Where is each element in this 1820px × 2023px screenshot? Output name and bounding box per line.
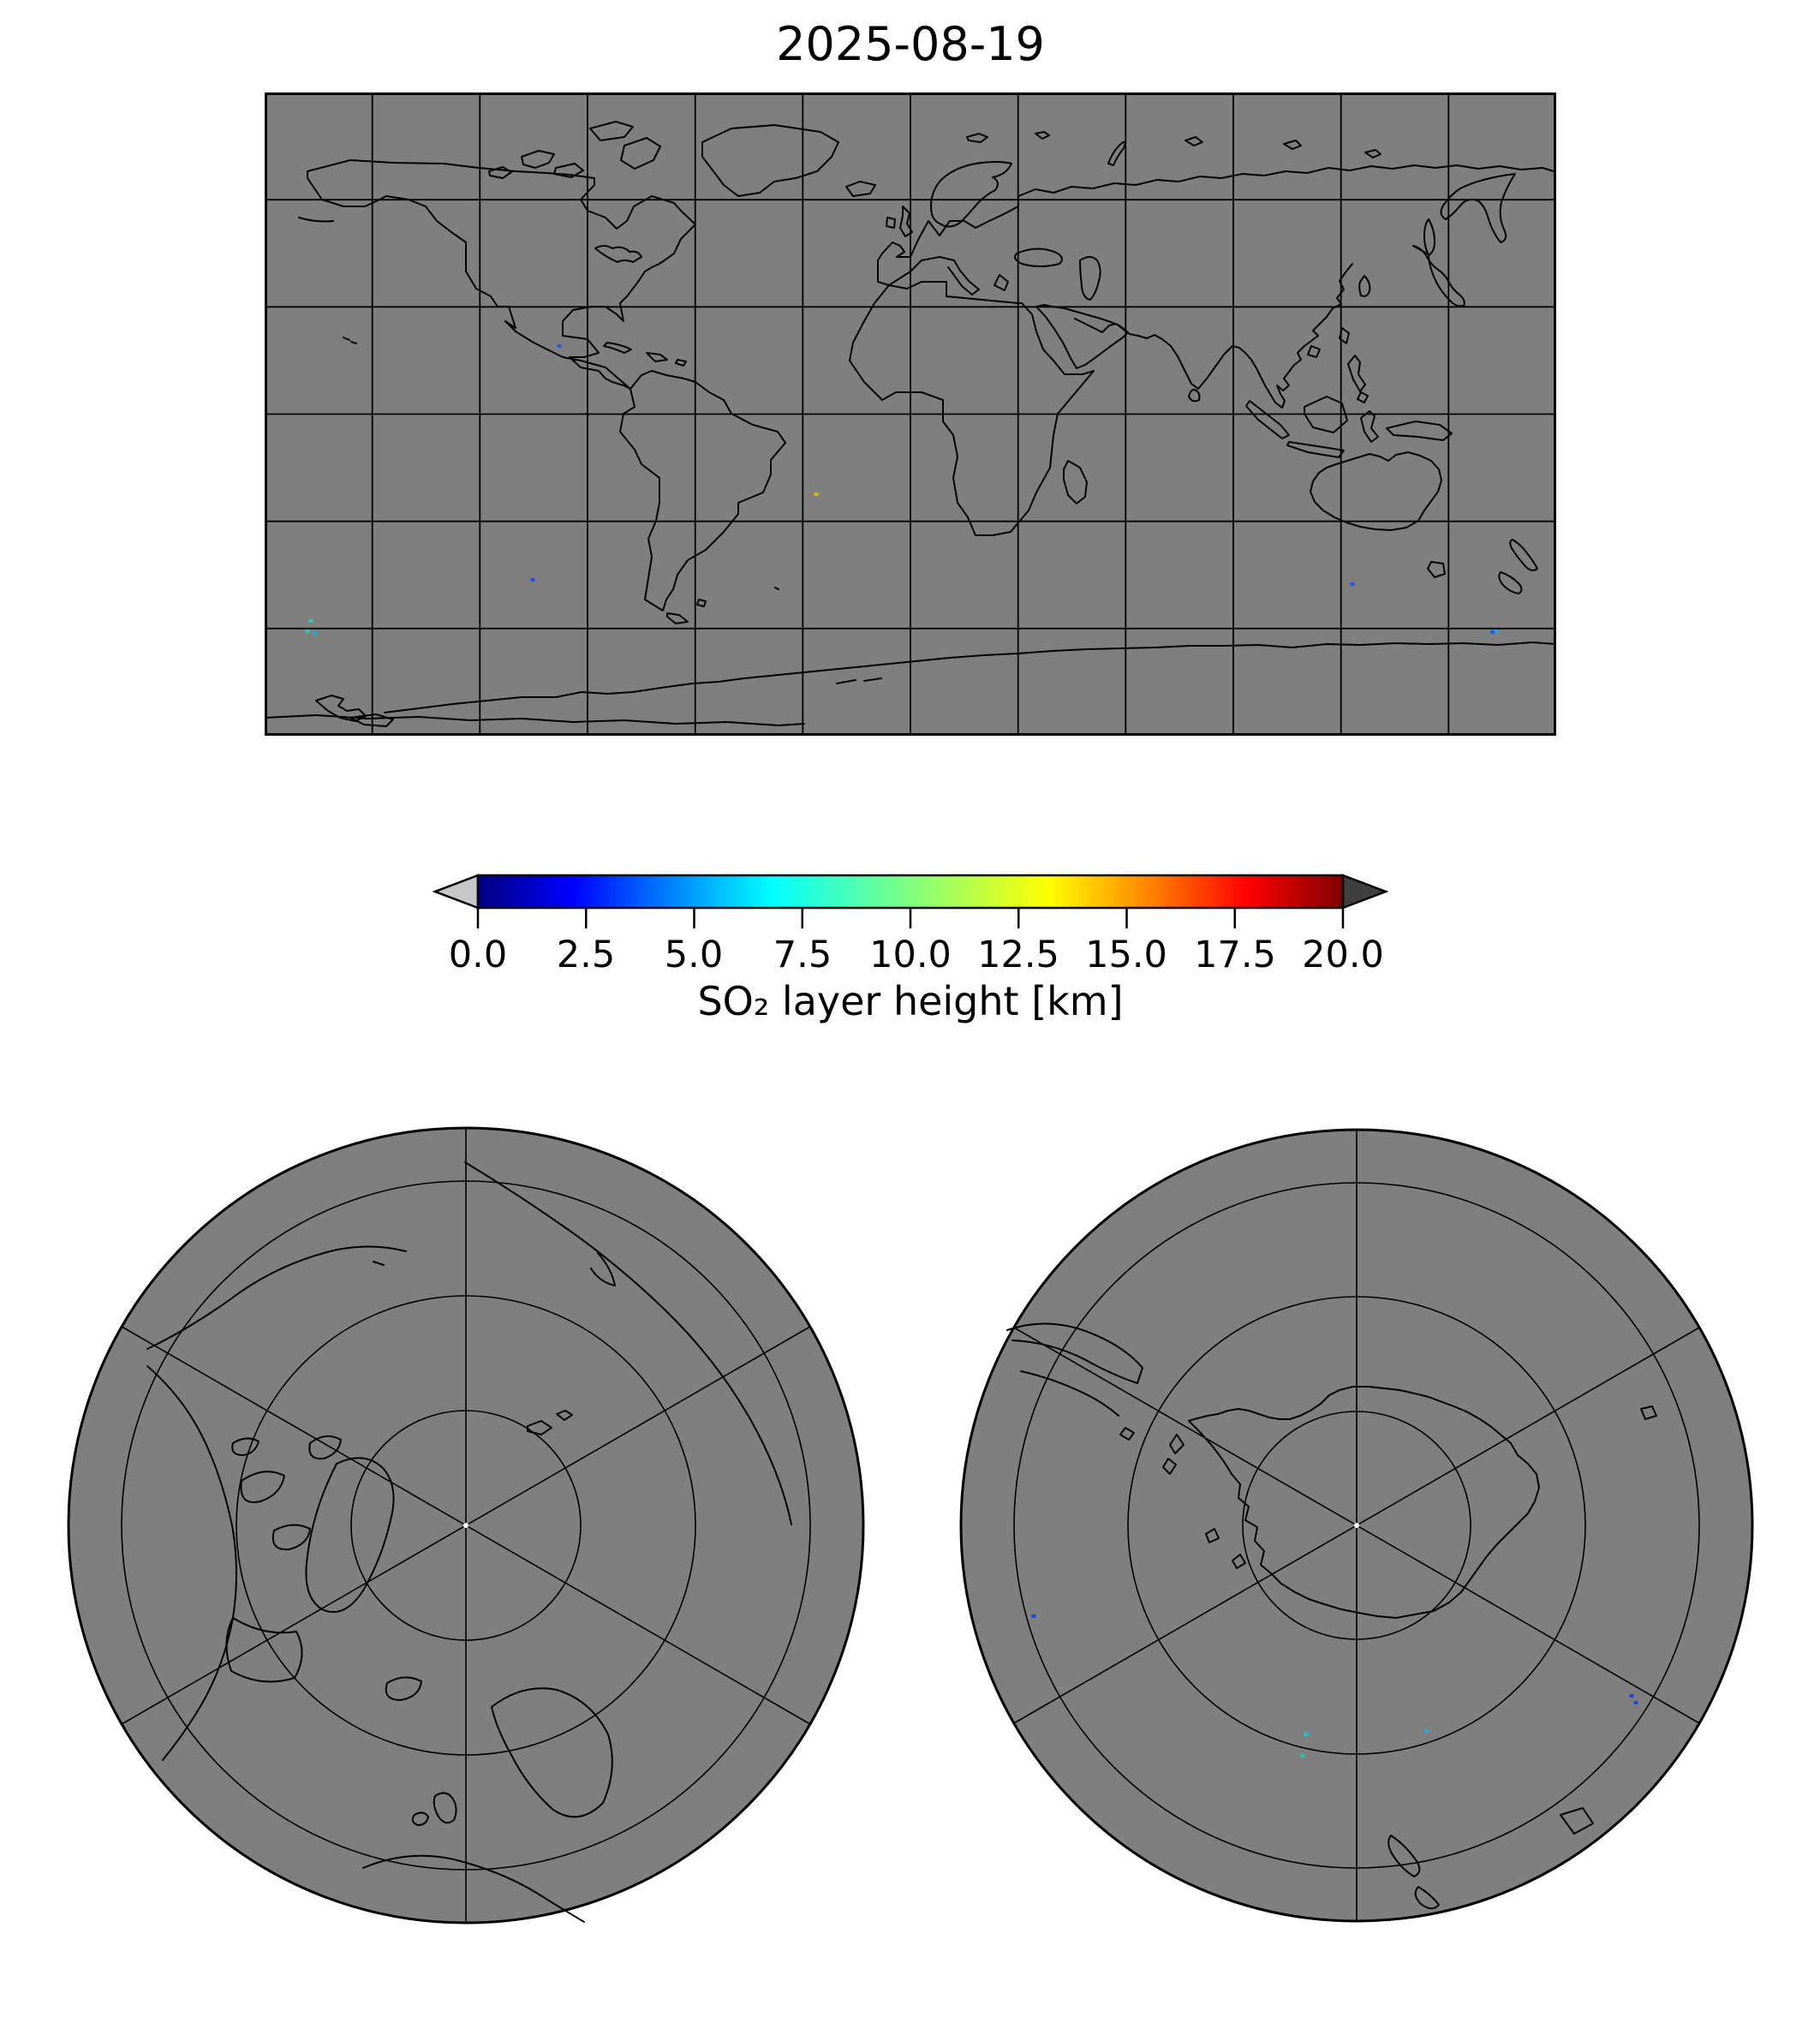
so2-data-point bbox=[1495, 630, 1499, 633]
colorbar-tick-label: 2.5 bbox=[556, 934, 616, 976]
world-data-points-layer bbox=[265, 92, 1556, 736]
colorbar-tick-label: 20.0 bbox=[1302, 934, 1384, 976]
colorbar-tick-label: 5.0 bbox=[664, 934, 724, 976]
colorbar-tick-label: 12.5 bbox=[977, 934, 1059, 976]
so2-data-point bbox=[313, 631, 318, 635]
so2-data-point bbox=[1032, 1614, 1036, 1618]
colorbar-tick-label: 10.0 bbox=[869, 934, 952, 976]
colorbar-label: SO₂ layer height [km] bbox=[697, 978, 1124, 1024]
colorbar-under-arrow bbox=[435, 875, 478, 908]
north-polar-panel bbox=[65, 1125, 867, 1926]
north-polar-data-points-layer bbox=[65, 1125, 867, 1926]
so2-data-point bbox=[306, 630, 310, 633]
south-polar-panel bbox=[958, 1126, 1756, 1925]
so2-data-point bbox=[1351, 582, 1355, 586]
figure-title: 2025-08-19 bbox=[776, 17, 1045, 71]
world-map-panel bbox=[265, 92, 1556, 736]
so2-data-point bbox=[531, 578, 535, 582]
so2-data-point bbox=[1304, 1733, 1309, 1736]
colorbar-tick-marks bbox=[478, 908, 1343, 928]
so2-data-point bbox=[309, 619, 313, 623]
colorbar-tick-label: 0.0 bbox=[448, 934, 508, 976]
so2-data-point bbox=[558, 344, 562, 348]
colorbar-over-arrow bbox=[1343, 875, 1386, 908]
so2-data-point bbox=[815, 492, 819, 496]
so2-data-point bbox=[1634, 1701, 1638, 1704]
so2-data-point bbox=[1301, 1754, 1305, 1757]
colorbar-gradient bbox=[478, 875, 1343, 908]
so2-data-point bbox=[1630, 1694, 1634, 1698]
south-polar-data-points-layer bbox=[958, 1126, 1756, 1925]
colorbar-tick-label: 17.5 bbox=[1194, 934, 1276, 976]
colorbar bbox=[432, 874, 1389, 985]
colorbar-tick-label: 15.0 bbox=[1085, 934, 1167, 976]
so2-data-point bbox=[1425, 1729, 1429, 1733]
colorbar-svg bbox=[432, 874, 1389, 930]
colorbar-tick-label: 7.5 bbox=[773, 934, 832, 976]
